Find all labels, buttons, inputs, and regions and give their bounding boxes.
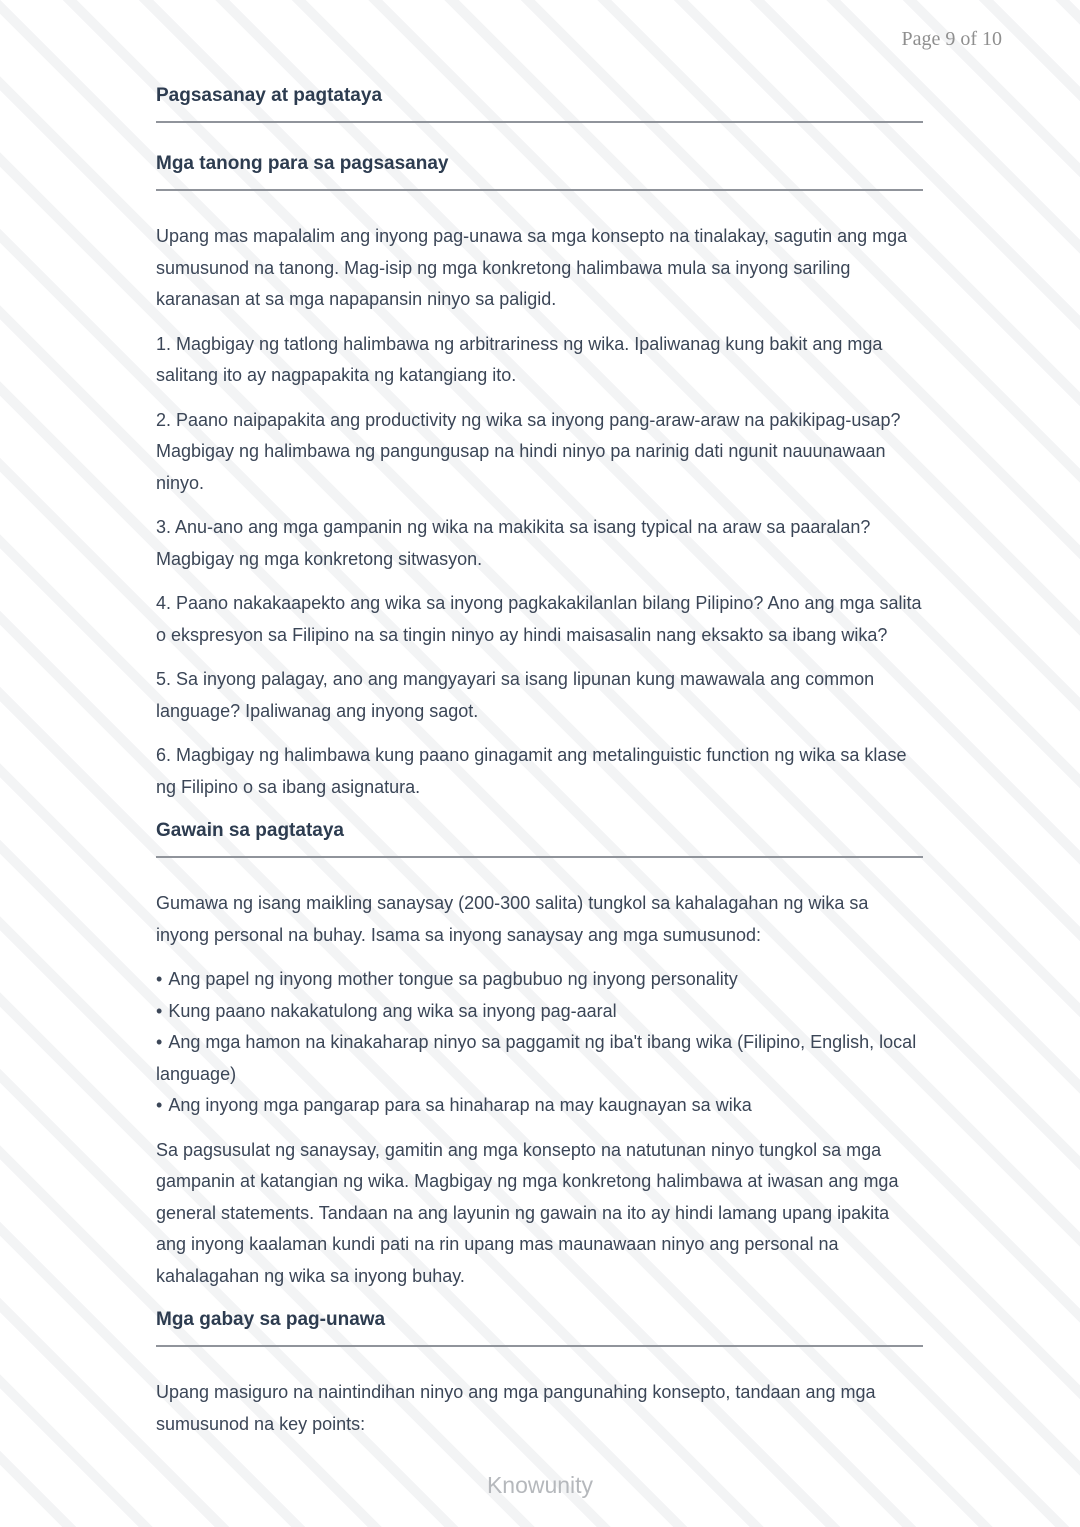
section-title-pagsasanay-at-pagtataya: Pagsasanay at pagtataya	[156, 85, 923, 123]
essay-intro-paragraph: Gumawa ng isang maikling sanaysay (200-300 salita) tungkol sa kahalagahan ng wika sa inyong personal na buhay. Isama sa inyong sanaysay ang mga sumusunod:	[156, 893, 869, 945]
question-3: 3. Anu-ano ang mga gampanin ng wika na makikita sa isang typical na araw sa paaralan? Magbigay ng mga konkretong sitwasyon.	[156, 517, 871, 569]
list-item-text: Ang mga hamon na kinakaharap ninyo sa paggamit ng iba't ibang wika (Filipino, English, local language)	[156, 1032, 917, 1084]
page-number-label: Page 9 of 10	[901, 28, 1002, 50]
intro-paragraph: Upang mas mapalalim ang inyong pag-unawa sa mga konsepto na tinalakay, sagutin ang mga sumusunod na tanong. Mag-isip ng mga konkretong halimbawa mula sa inyong sariling karanasan at sa mga napapansin ninyo sa paligid.	[156, 226, 908, 309]
bullet-icon: •	[156, 1000, 163, 1021]
guide-intro-paragraph: Upang masiguro na naintindihan ninyo ang mga pangunahing konsepto, tandaan ang mga sumusunod na key points:	[156, 1382, 876, 1434]
essay-requirements-list	[156, 964, 923, 1122]
section-title-gawain-sa-pagtataya: Gawain sa pagtataya	[156, 820, 923, 858]
bullet-icon: •	[156, 1032, 163, 1052]
question-5: 5. Sa inyong palagay, ano ang mangyayari sa isang lipunan kung mawawala ang common language? Ipaliwanag ang inyong sagot.	[156, 669, 875, 721]
list-item-text: Ang papel ng inyong mother tongue sa pagbubuo ng inyong personality	[168, 969, 738, 989]
brand-footer-label: Knowunity	[486, 1472, 594, 1498]
list-item-text: Kung paano nakakatulong ang wika sa inyong pag-aaral	[168, 1000, 617, 1021]
section-title-mga-gabay-sa-pag-unawa: Mga gabay sa pag-unawa	[156, 1309, 923, 1347]
list-item	[156, 1090, 923, 1122]
essay-outro-paragraph: Sa pagsusulat ng sanaysay, gamitin ang mga konsepto na natutunan ninyo tungkol sa mga gampanin at katangian ng wika. Magbigay ng mga konkretong halimbawa at iwasan ang mga general statements. Tandaan na ang layunin ng gawain na ito ay hindi lamang upang ipakita ang inyong kaalaman kundi pati na rin upang mas maunawaan ninyo ang personal na kahalagahan ng wika sa inyong buhay.	[156, 1139, 899, 1286]
document-content	[156, 85, 923, 1453]
question-2: 2. Paano naipapakita ang productivity ng wika sa inyong pang-araw-araw na pakikipag-usap? Magbigay ng halimbawa ng pangungusap na hindi ninyo pa narinig dati ngunit nauunawaan ninyo.	[156, 409, 901, 493]
question-4: 4. Paano nakakaapekto ang wika sa inyong pagkakakilanlan bilang Pilipino? Ano ang mga salita o ekspresyon sa Filipino na sa tingin ninyo ay hindi maisasalin nang eksakto sa ibang wika?	[156, 593, 922, 645]
bullet-icon: •	[156, 1095, 163, 1115]
question-1: 1. Magbigay ng tatlong halimbawa ng arbitrariness ng wika. Ipaliwanag kung bakit ang mga salitang ito ay nagpapakita ng katangiang ito.	[156, 333, 883, 385]
bullet-icon: •	[156, 969, 163, 989]
section-title-mga-tanong-para-sa-pagsasanay: Mga tanong para sa pagsasanay	[156, 153, 923, 191]
list-item	[156, 996, 923, 1028]
list-item	[156, 1027, 923, 1090]
list-item-text: Ang inyong mga pangarap para sa hinaharap na may kaugnayan sa wika	[168, 1095, 752, 1115]
question-6: 6. Magbigay ng halimbawa kung paano ginagamit ang metalinguistic function ng wika sa klase ng Filipino o sa ibang asignatura.	[156, 745, 907, 797]
list-item	[156, 964, 923, 996]
